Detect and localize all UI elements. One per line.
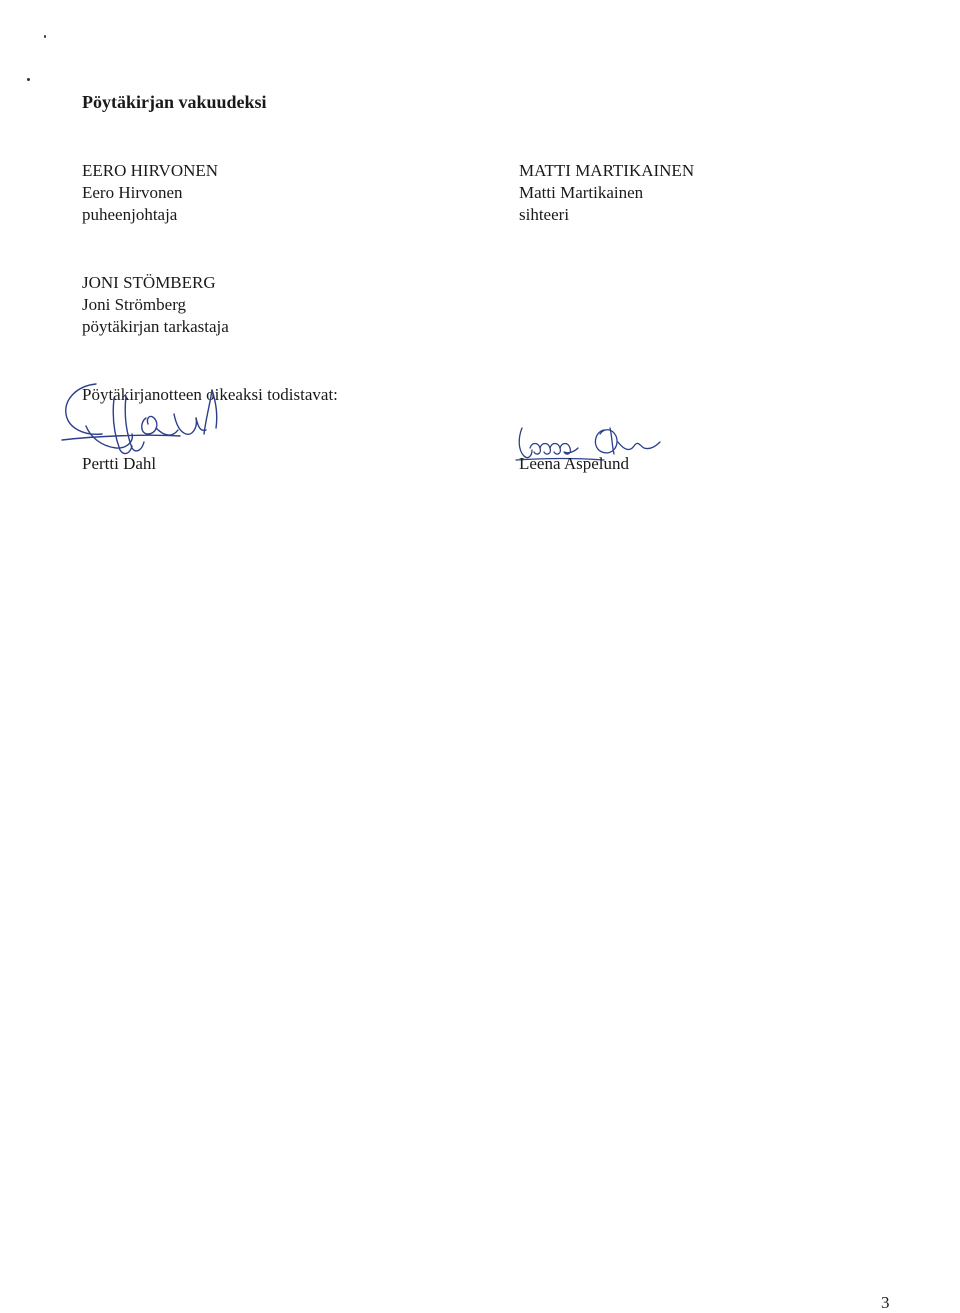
chair-signature-block — [82, 160, 218, 226]
secretary-name: Matti Martikainen — [519, 183, 644, 202]
reviewer-role: pöytäkirjan tarkastaja — [82, 317, 229, 336]
reviewer-name: Joni Strömberg — [82, 295, 187, 314]
section-heading: Pöytäkirjan vakuudeksi — [82, 92, 267, 112]
attestation-statement: Pöytäkirjanotteen oikeaksi todistavat: — [82, 385, 338, 404]
attesting-signer-2: Leena Aspelund — [519, 454, 629, 473]
reviewer-name-caps: JONI STÖMBERG — [82, 273, 216, 292]
reviewer-signature-block — [82, 272, 229, 338]
chair-name: Eero Hirvonen — [82, 183, 183, 202]
secretary-role: sihteeri — [519, 205, 570, 224]
secretary-signature-block — [519, 160, 694, 226]
chair-name-caps: EERO HIRVONEN — [82, 161, 219, 180]
attesting-signer-1: Pertti Dahl — [82, 454, 157, 473]
scan-speck — [27, 78, 30, 81]
page-number: 3 — [881, 1293, 890, 1312]
scan-speck — [44, 35, 46, 38]
chair-role: puheenjohtaja — [82, 205, 178, 224]
secretary-name-caps: MATTI MARTIKAINEN — [519, 161, 695, 180]
